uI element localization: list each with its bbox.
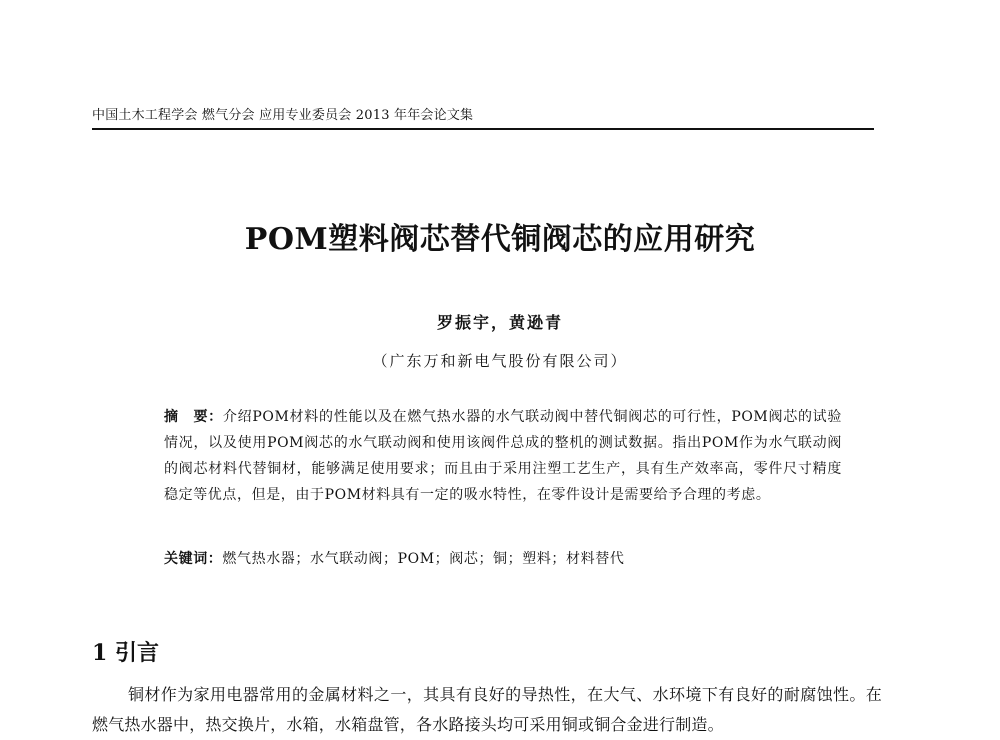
running-head: 中国土木工程学会 燃气分会 应用专业委员会 2013 年年会论文集 xyxy=(92,104,874,130)
abstract xyxy=(130,404,842,508)
section-heading: 1 引言 xyxy=(92,640,159,666)
section1-paragraph: 铜材作为家用电器常用的金属材料之一，其具有良好的导热性，在大气、水环境下有良好的耐腐蚀性。在燃气热水器中，热交换片，水箱，水箱盘管，各水路接头均可采用铜或铜合金进行制造。 xyxy=(92,685,882,734)
keywords xyxy=(164,548,844,568)
keywords-text: 燃气热水器；水气联动阀；POM；阀芯；铜；塑料；材料替代 xyxy=(222,551,625,567)
keywords-label: 关键词： xyxy=(164,551,223,567)
authors: 罗振宇，黄逊青 xyxy=(436,313,563,332)
abstract-text: 介绍POM材料的性能以及在燃气热水器的水气联动阀中替代铜阀芯的可行性，POM阀芯的试验情况，以及使用POM阀芯的水气联动阀和使用该阀件总成的整机的测试数据。指出POM作为水气联动阀的阀芯材料代替铜材，能够满足使用要求；而且由于采用注塑工艺生产，具有生产效率高，零件尺寸精度稳定等优点，但是，由于POM材料具有一定的吸水特性，在零件设计是需要给予合理的考虑。 xyxy=(164,409,843,503)
affiliation: （广东万和新电气股份有限公司） xyxy=(372,352,628,370)
abstract-label: 摘 要： xyxy=(164,409,223,425)
paper-title: POM塑料阀芯替代铜阀芯的应用研究 xyxy=(244,222,756,257)
body-paragraph xyxy=(92,680,882,740)
